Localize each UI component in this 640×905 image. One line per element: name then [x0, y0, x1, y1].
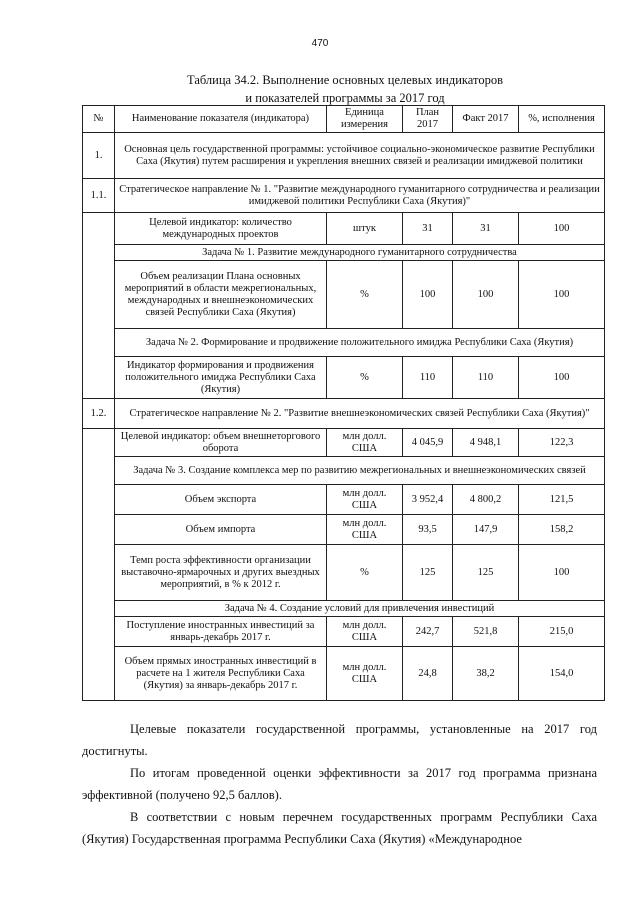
indicator-pct: 154,0: [519, 647, 605, 701]
paragraph-2: По итогам проведенной оценки эффективности за 2017 год программа признана эффективной (получено 92,5 баллов).: [82, 766, 597, 802]
indicator-unit: млн долл. США: [327, 429, 403, 457]
indicator-pct: 100: [519, 213, 605, 245]
direction-2-text: Стратегическое направление № 2. "Развитие внешнеэкономических связей Республики Саха (Якутия)": [115, 399, 605, 429]
indicator-plan: 100: [403, 261, 453, 329]
body-text: [82, 718, 597, 850]
indicators-table: [82, 105, 605, 701]
indicator-name: Индикатор формирования и продвижения положительного имиджа Республики Саха (Якутия): [115, 357, 327, 399]
indicator-pct: 121,5: [519, 485, 605, 515]
task-4-text: Задача № 4. Создание условий для привлечения инвестиций: [115, 601, 605, 617]
header-pct: %, исполнения: [519, 106, 605, 133]
indicator-plan: 242,7: [403, 617, 453, 647]
caption-line-1: Таблица 34.2. Выполнение основных целевых индикаторов: [187, 73, 503, 87]
indicator-unit: %: [327, 357, 403, 399]
indicator-name: Объем реализации Плана основных мероприятий в области межрегиональных, международных и внешнеэкономических связей Республики Саха (Якутия): [115, 261, 327, 329]
header-unit: Единица измерения: [327, 106, 403, 133]
direction-1-row: [83, 179, 605, 213]
header-name: Наименование показателя (индикатора): [115, 106, 327, 133]
direction-1-text: Стратегическое направление № 1. "Развитие международного гуманитарного сотрудничества и реализации имиджевой политики Республики Саха (Якутия)": [115, 179, 605, 213]
indicator-fact: 147,9: [453, 515, 519, 545]
indicator-pct: 122,3: [519, 429, 605, 457]
indicator-unit: млн долл. США: [327, 485, 403, 515]
task-row: [83, 245, 605, 261]
indicator-plan: 31: [403, 213, 453, 245]
goal-text: Основная цель государственной программы: устойчивое социально-экономическое развитие Республики Саха (Якутия) путем расширения и укрепления внешних связей и реализации имиджевой политики: [115, 133, 605, 179]
table-row: [83, 647, 605, 701]
paragraph-1: Целевые показатели государственной программы, установленные на 2017 год достигнуты.: [82, 722, 597, 758]
table-row: [83, 357, 605, 399]
indicator-unit: млн долл. США: [327, 515, 403, 545]
indicator-plan: 3 952,4: [403, 485, 453, 515]
header-num: №: [83, 106, 115, 133]
task-1-text: Задача № 1. Развитие международного гуманитарного сотрудничества: [115, 245, 605, 261]
goal-num: 1.: [83, 133, 115, 179]
indicator-fact: 125: [453, 545, 519, 601]
indicator-fact: 110: [453, 357, 519, 399]
indicator-unit: %: [327, 545, 403, 601]
indicator-unit: штук: [327, 213, 403, 245]
indicator-pct: 100: [519, 357, 605, 399]
indicator-fact: 4 948,1: [453, 429, 519, 457]
indicator-pct: 215,0: [519, 617, 605, 647]
table-row: [83, 617, 605, 647]
table-row: [83, 485, 605, 515]
empty-num-cell: [83, 213, 115, 399]
task-row: [83, 601, 605, 617]
header-plan: План 2017: [403, 106, 453, 133]
indicator-pct: 158,2: [519, 515, 605, 545]
indicator-plan: 24,8: [403, 647, 453, 701]
table-row: [83, 261, 605, 329]
indicator-name: Целевой индикатор: количество международных проектов: [115, 213, 327, 245]
goal-row: [83, 133, 605, 179]
indicator-fact: 4 800,2: [453, 485, 519, 515]
direction-2-row: [83, 399, 605, 429]
caption-line-2: и показателей программы за 2017 год: [245, 91, 445, 105]
direction-2-num: 1.2.: [83, 399, 115, 429]
indicator-plan: 110: [403, 357, 453, 399]
indicator-name: Объем экспорта: [115, 485, 327, 515]
table-row: [83, 515, 605, 545]
task-row: [83, 457, 605, 485]
indicator-name: Темп роста эффективности организации выставочно-ярмарочных и других выездных мероприятий, в % к 2012 г.: [115, 545, 327, 601]
empty-num-cell: [83, 429, 115, 701]
task-2-text: Задача № 2. Формирование и продвижение положительного имиджа Республики Саха (Якутия): [115, 329, 605, 357]
table-row: [83, 429, 605, 457]
indicator-plan: 125: [403, 545, 453, 601]
task-3-text: Задача № 3. Создание комплекса мер по развитию межрегиональных и внешнеэкономических связей: [115, 457, 605, 485]
task-row: [83, 329, 605, 357]
table-caption: [80, 71, 610, 107]
indicator-unit: %: [327, 261, 403, 329]
header-fact: Факт 2017: [453, 106, 519, 133]
indicator-unit: млн долл. США: [327, 617, 403, 647]
indicator-pct: 100: [519, 261, 605, 329]
indicator-fact: 521,8: [453, 617, 519, 647]
indicator-name: Целевой индикатор: объем внешнеторгового оборота: [115, 429, 327, 457]
indicator-unit: млн долл. США: [327, 647, 403, 701]
indicator-fact: 100: [453, 261, 519, 329]
table-row: [83, 213, 605, 245]
indicator-plan: 4 045,9: [403, 429, 453, 457]
direction-1-num: 1.1.: [83, 179, 115, 213]
indicator-fact: 38,2: [453, 647, 519, 701]
table-row: [83, 545, 605, 601]
indicator-pct: 100: [519, 545, 605, 601]
indicator-name: Объем импорта: [115, 515, 327, 545]
indicator-name: Поступление иностранных инвестиций за январь-декабрь 2017 г.: [115, 617, 327, 647]
indicator-name: Объем прямых иностранных инвестиций в расчете на 1 жителя Республики Саха (Якутия) за январь-декабрь 2017 г.: [115, 647, 327, 701]
indicator-fact: 31: [453, 213, 519, 245]
page-number: 470: [311, 38, 329, 49]
paragraph-3: В соответствии с новым перечнем государственных программ Республики Саха (Якутия) Государственная программа Республики Саха (Якутия) «Международное: [82, 810, 597, 846]
table-header-row: [83, 106, 605, 133]
indicator-plan: 93,5: [403, 515, 453, 545]
